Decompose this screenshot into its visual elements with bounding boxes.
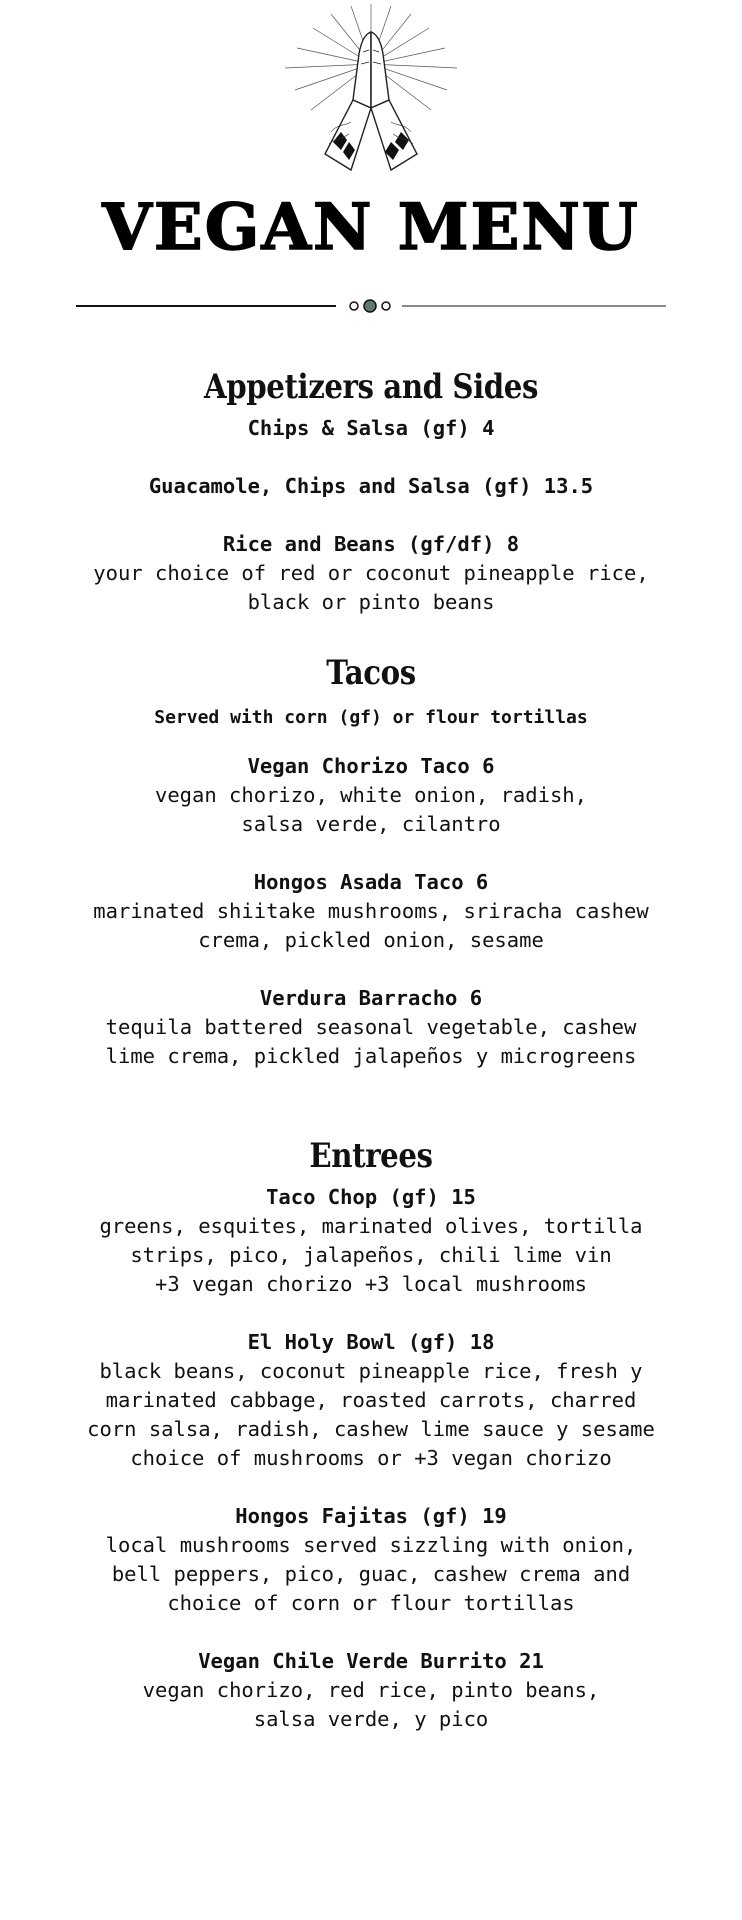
section-tacos bbox=[0, 646, 742, 1071]
menu-item bbox=[0, 1647, 742, 1734]
item-description: marinated shiitake mushrooms, sriracha cashew crema, pickled onion, sesame bbox=[93, 899, 649, 952]
item-name: Rice and Beans (gf/df) 8 bbox=[222, 532, 520, 556]
menu-item bbox=[0, 1502, 742, 1618]
tacos-note: Served with corn (gf) or flour tortillas bbox=[154, 707, 588, 728]
item-description: local mushrooms served sizzling with onion, bell peppers, pico, guac, cashew crema and choice of corn or flour tortillas bbox=[105, 1533, 637, 1615]
item-name: Hongos Asada Taco 6 bbox=[253, 870, 489, 894]
item-description: tequila battered seasonal vegetable, cashew lime crema, pickled jalapeños y microgreens bbox=[105, 1015, 637, 1068]
section-appetizers bbox=[0, 360, 742, 617]
item-name: Vegan Chile Verde Burrito 21 bbox=[198, 1649, 544, 1673]
menu-item bbox=[0, 530, 742, 617]
item-name: Taco Chop (gf) 15 bbox=[266, 1185, 476, 1209]
item-name: Hongos Fajitas (gf) 19 bbox=[235, 1504, 507, 1528]
item-description: vegan chorizo, white onion, radish, salsa verde, cilantro bbox=[155, 783, 587, 836]
menu-item bbox=[0, 1183, 742, 1299]
item-description: your choice of red or coconut pineapple rice, black or pinto beans bbox=[93, 561, 649, 614]
item-description: vegan chorizo, red rice, pinto beans, salsa verde, y pico bbox=[142, 1678, 600, 1731]
menu-item bbox=[0, 414, 742, 443]
section-heading-appetizers: Appetizers and Sides bbox=[203, 367, 539, 407]
menu-item bbox=[0, 1328, 742, 1473]
praying-hands-icon bbox=[281, 4, 461, 176]
menu-item bbox=[0, 984, 742, 1071]
section-entrees bbox=[0, 1129, 742, 1734]
item-description: greens, esquites, marinated olives, tortilla strips, pico, jalapeños, chili lime vin +3 vegan chorizo +3 local mushrooms bbox=[99, 1214, 643, 1296]
item-name: Vegan Chorizo Taco 6 bbox=[247, 754, 495, 778]
section-heading-tacos: Tacos bbox=[326, 653, 416, 693]
item-name: Verdura Barracho 6 bbox=[259, 986, 483, 1010]
item-name: Chips & Salsa (gf) 4 bbox=[247, 416, 495, 440]
menu-body bbox=[0, 360, 742, 1763]
item-name: El Holy Bowl (gf) 18 bbox=[247, 1330, 495, 1354]
section-divider bbox=[76, 296, 666, 316]
menu-item bbox=[0, 752, 742, 839]
menu-title: VEGAN MENU bbox=[102, 190, 640, 265]
item-name: Guacamole, Chips and Salsa (gf) 13.5 bbox=[148, 474, 594, 498]
menu-item bbox=[0, 472, 742, 501]
section-heading-entrees: Entrees bbox=[309, 1136, 433, 1176]
item-description: black beans, coconut pineapple rice, fresh y marinated cabbage, roasted carrots, charred corn salsa, radish, cashew lime sauce y sesame choice of mushrooms or +3 vegan chorizo bbox=[87, 1359, 655, 1470]
menu-item bbox=[0, 868, 742, 955]
